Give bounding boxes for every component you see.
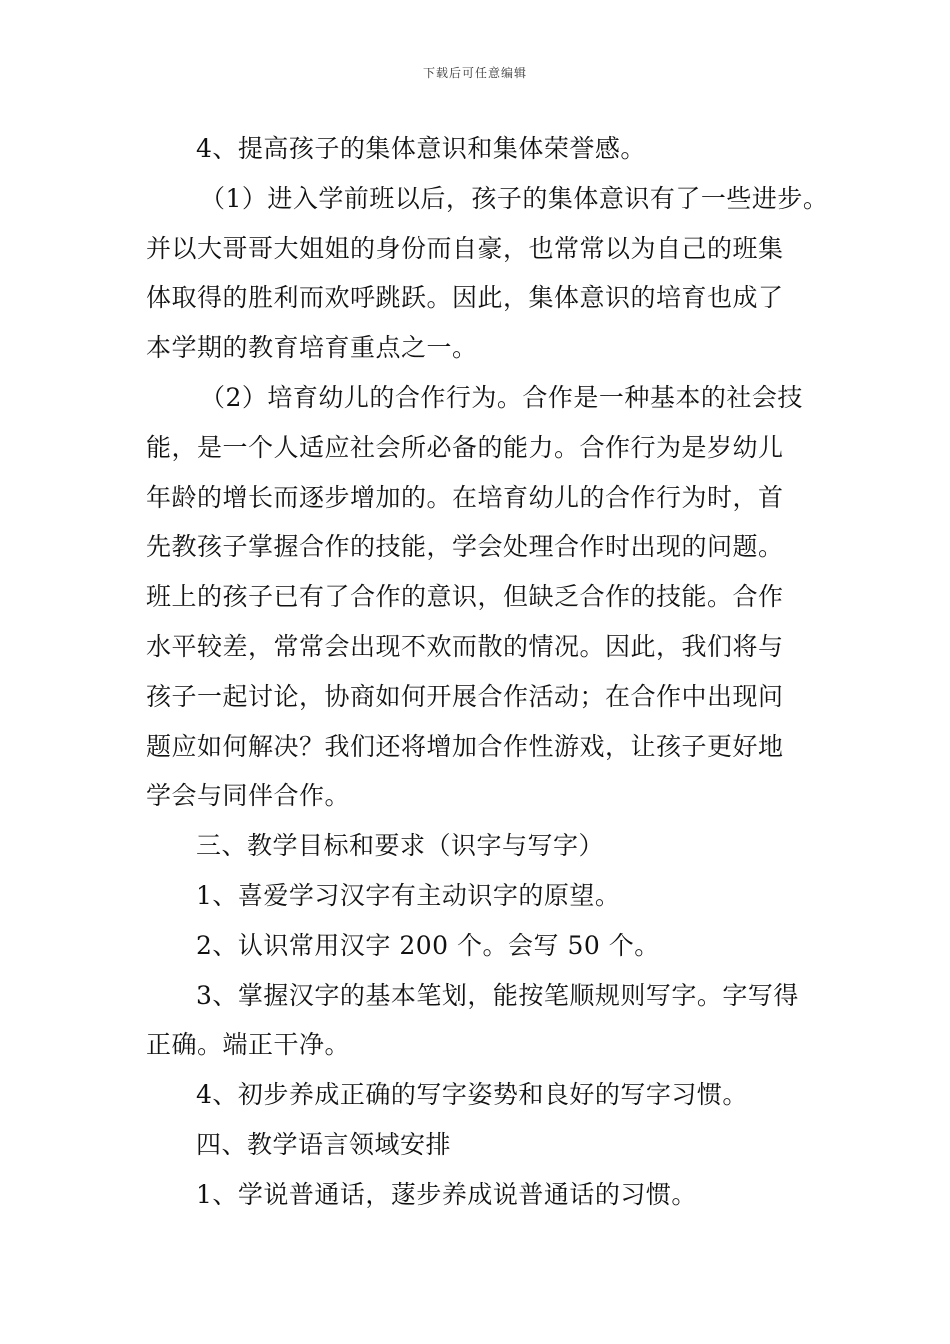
section-heading: 三、教学目标和要求（识字与写字）	[196, 831, 605, 861]
document-body	[146, 124, 829, 1220]
paragraph-line: 4、提高孩子的集体意识和集体荣誉感。	[196, 134, 646, 163]
paragraph-line: 体取得的胜利而欢呼跳跃。因此，集体意识的培育也成了	[146, 283, 784, 313]
paragraph-line: （2）培育幼儿的合作行为。合作是一种基本的社会技	[200, 382, 803, 412]
paragraph-line: 1、学说普通话，蓫步养成说普通话的习惯。	[196, 1179, 697, 1209]
paragraph-line: 能，是一个人适应社会所必备的能力。合作行为是岁幼儿	[146, 432, 784, 462]
paragraph-line: 正确。端正干净。	[146, 1030, 351, 1060]
paragraph-line: 1、喜爱学习汉字有主动识字的原望。	[196, 880, 621, 910]
paragraph-line: 2、认识常用汉字 200 个。会写 50 个。	[196, 930, 660, 960]
paragraph-line: 4、初步养成正确的写字姿势和良好的写字习惯。	[196, 1080, 748, 1110]
paragraph-line: 班上的孩子已有了合作的意识，但缺乏合作的技能。合作	[146, 582, 784, 612]
paragraph-line: 学会与同伴合作。	[146, 781, 351, 811]
paragraph-line: 3、掌握汉字的基本笔划，能按笔顺规则写字。字写得	[196, 980, 799, 1010]
paragraph-line: 本学期的教育培育重点之一。	[146, 333, 478, 363]
paragraph-line: 先教孩子掌握合作的技能，学会处理合作时出现的问题。	[146, 532, 784, 562]
paragraph-line: 题应如何解决？我们还将增加合作性游戏，让孩子更好地	[146, 731, 784, 761]
page-header-note: 下载后可任意编辑	[422, 66, 527, 80]
paragraph-line: 水平较差，常常会出现不欢而散的情况。因此，我们将与	[146, 631, 784, 661]
section-heading: 四、教学语言领域安排	[196, 1129, 452, 1159]
paragraph-line: 年龄的增长而逐步增加的。在培育幼儿的合作行为时，首	[146, 482, 784, 512]
paragraph-line: （1）进入学前班以后，孩子的集体意识有了一些进步。	[200, 183, 829, 213]
paragraph-line: 孩子一起讨论，协商如何开展合作活动；在合作中出现问	[146, 681, 784, 711]
paragraph-line: 并以大哥哥大姐姐的身份而自豪，也常常以为自己的班集	[146, 233, 784, 263]
